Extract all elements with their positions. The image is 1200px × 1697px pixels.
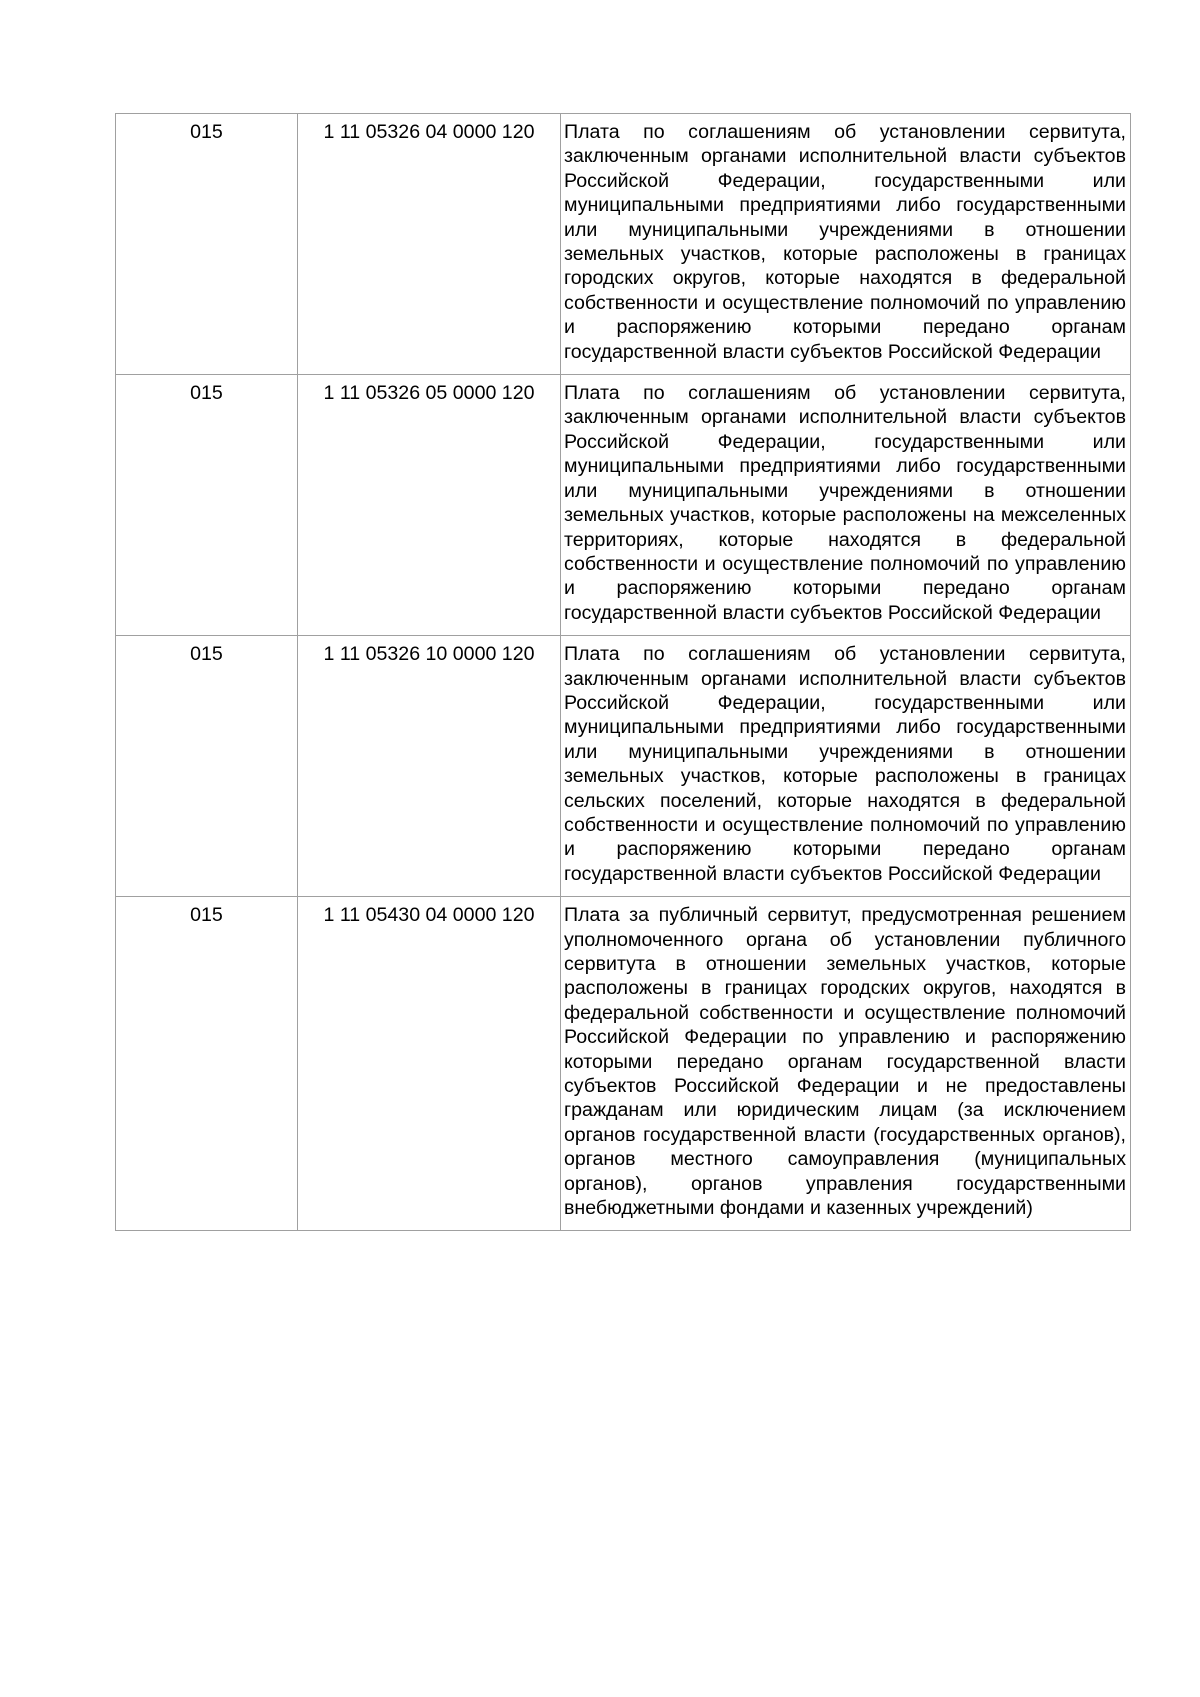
description-cell: Плата по соглашениям об установлении сервитута, заключенным органами исполнительной власти субъектов Российской Федерации, государственными или муниципальными предприятиями либо государственными или муниципальными учреждениями в отношении земельных участков, которые расположены в границах сельских поселений, которые находятся в федеральной собственности и осуществление полномочий по управлению и распоряжению которыми передано органам государственной власти субъектов Российской Федерации [561, 636, 1131, 897]
admin-code-cell: 015 [116, 897, 298, 1231]
budget-code-cell: 1 11 05326 04 0000 120 [298, 114, 561, 375]
budget-code-cell: 1 11 05326 05 0000 120 [298, 375, 561, 636]
table-row [116, 375, 1131, 636]
description-cell: Плата по соглашениям об установлении сервитута, заключенным органами исполнительной власти субъектов Российской Федерации, государственными или муниципальными предприятиями либо государственными или муниципальными учреждениями в отношении земельных участков, которые расположены в границах городских округов, которые находятся в федеральной собственности и осуществление полномочий по управлению и распоряжению которыми передано органам государственной власти субъектов Российской Федерации [561, 114, 1131, 375]
admin-code-cell: 015 [116, 114, 298, 375]
budget-codes-table [115, 113, 1131, 1231]
admin-code-cell: 015 [116, 636, 298, 897]
budget-code-cell: 1 11 05430 04 0000 120 [298, 897, 561, 1231]
admin-code-cell: 015 [116, 375, 298, 636]
table-row [116, 114, 1131, 375]
table-row [116, 897, 1131, 1231]
budget-code-cell: 1 11 05326 10 0000 120 [298, 636, 561, 897]
description-cell: Плата по соглашениям об установлении сервитута, заключенным органами исполнительной власти субъектов Российской Федерации, государственными или муниципальными предприятиями либо государственными или муниципальными учреждениями в отношении земельных участков, которые расположены на межселенных территориях, которые находятся в федеральной собственности и осуществление полномочий по управлению и распоряжению которыми передано органам государственной власти субъектов Российской Федерации [561, 375, 1131, 636]
table-row [116, 636, 1131, 897]
description-cell: Плата за публичный сервитут, предусмотренная решением уполномоченного органа об установлении публичного сервитута в отношении земельных участков, которые расположены в границах городских округов, находятся в федеральной собственности и осуществление полномочий Российской Федерации по управлению и распоряжению которыми передано органам государственной власти субъектов Российской Федерации и не предоставлены гражданам или юридическим лицам (за исключением органов государственной власти (государственных органов), органов местного самоуправления (муниципальных органов), органов управления государственными внебюджетными фондами и казенных учреждений) [561, 897, 1131, 1231]
